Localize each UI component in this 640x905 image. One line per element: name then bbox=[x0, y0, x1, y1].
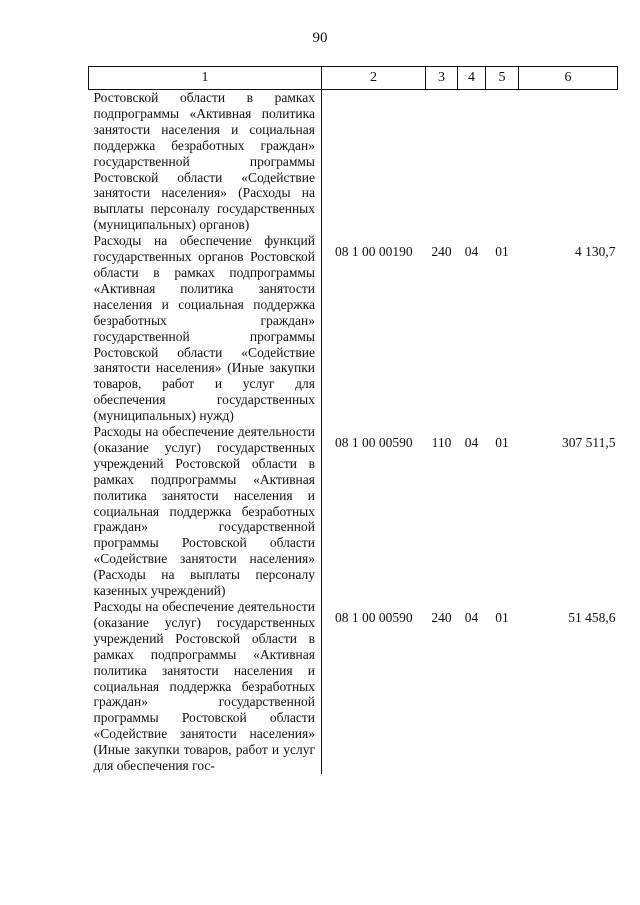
budget-table bbox=[88, 66, 618, 774]
table-row bbox=[89, 599, 618, 774]
row-subsection-cell: 01 bbox=[495, 435, 509, 451]
row-expense-type-cell: 110 bbox=[431, 435, 452, 451]
row-section-cell: 04 bbox=[464, 435, 479, 451]
row-section-cell: 04 bbox=[464, 610, 479, 625]
row-amount-cell: 307 511,5 bbox=[562, 435, 616, 451]
row-amount-cell: 4 130,7 bbox=[575, 244, 616, 260]
row-expense-type-cell: 240 bbox=[431, 244, 452, 260]
column-header-amount: 6 bbox=[519, 67, 618, 90]
row-target-article-cell: 08 1 00 00190 bbox=[334, 244, 413, 260]
row-subsection-cell: 01 bbox=[495, 244, 509, 260]
column-header-section: 4 bbox=[458, 67, 486, 90]
row-target-article-cell bbox=[322, 90, 426, 234]
column-header-expense-type: 3 bbox=[426, 67, 458, 90]
row-subsection-cell bbox=[486, 90, 519, 234]
table-row bbox=[89, 90, 618, 234]
row-name-cell: Ростовской области в рамках подпрограммы «Активная политика занятости населения и социальная поддержка безработных граждан» государственной программы Ростовской области «Содействие занятости населения» (Расходы на выплаты персоналу государственных (муниципальных) органов) bbox=[89, 90, 322, 234]
row-subsection-cell: 01 bbox=[495, 610, 509, 625]
row-name-cell: Расходы на обеспечение деятельности (оказание услуг) государственных учреждений Ростовской области в рамках подпрограммы «Активная политика занятости населения и социальная поддержка безработных граждан» государственной программы Ростовской области «Содействие занятости населения» (Иные закупки товаров, работ и услуг для обеспечения гос- bbox=[89, 599, 322, 774]
table-row bbox=[89, 233, 618, 424]
table-row bbox=[89, 424, 618, 599]
row-section-cell: 04 bbox=[464, 244, 479, 260]
row-target-article-cell: 08 1 00 00590 bbox=[334, 610, 413, 625]
row-expense-type-cell bbox=[426, 90, 458, 234]
row-name-cell: Расходы на обеспечение деятельности (оказание услуг) государственных учреждений Ростовской области в рамках подпрограммы «Активная политика занятости населения и социальная поддержка безработных граждан» государственной программы Ростовской области «Содействие занятости населения» (Расходы на выплаты персоналу казенных учреждений) bbox=[89, 424, 322, 599]
row-amount-cell bbox=[519, 90, 618, 234]
row-amount-cell: 51 458,6 bbox=[568, 610, 616, 625]
row-name-cell: Расходы на обеспечение функций государственных органов Ростовской области в рамках подпрограммы «Активная политика занятости населения и социальная поддержка безработных граждан» государственной программы Ростовской области «Содействие занятости населения» (Иные закупки товаров, работ и услуг для обеспечения государственных (муниципальных) нужд) bbox=[89, 233, 322, 424]
column-header-target-article: 2 bbox=[322, 67, 426, 90]
column-header-subsection: 5 bbox=[486, 67, 519, 90]
column-header-name: 1 bbox=[89, 67, 322, 90]
table-header-row bbox=[89, 67, 618, 90]
row-target-article-cell: 08 1 00 00590 bbox=[334, 435, 413, 451]
page-number: 90 bbox=[312, 30, 328, 46]
row-expense-type-cell: 240 bbox=[431, 610, 452, 625]
row-section-cell bbox=[458, 90, 486, 234]
